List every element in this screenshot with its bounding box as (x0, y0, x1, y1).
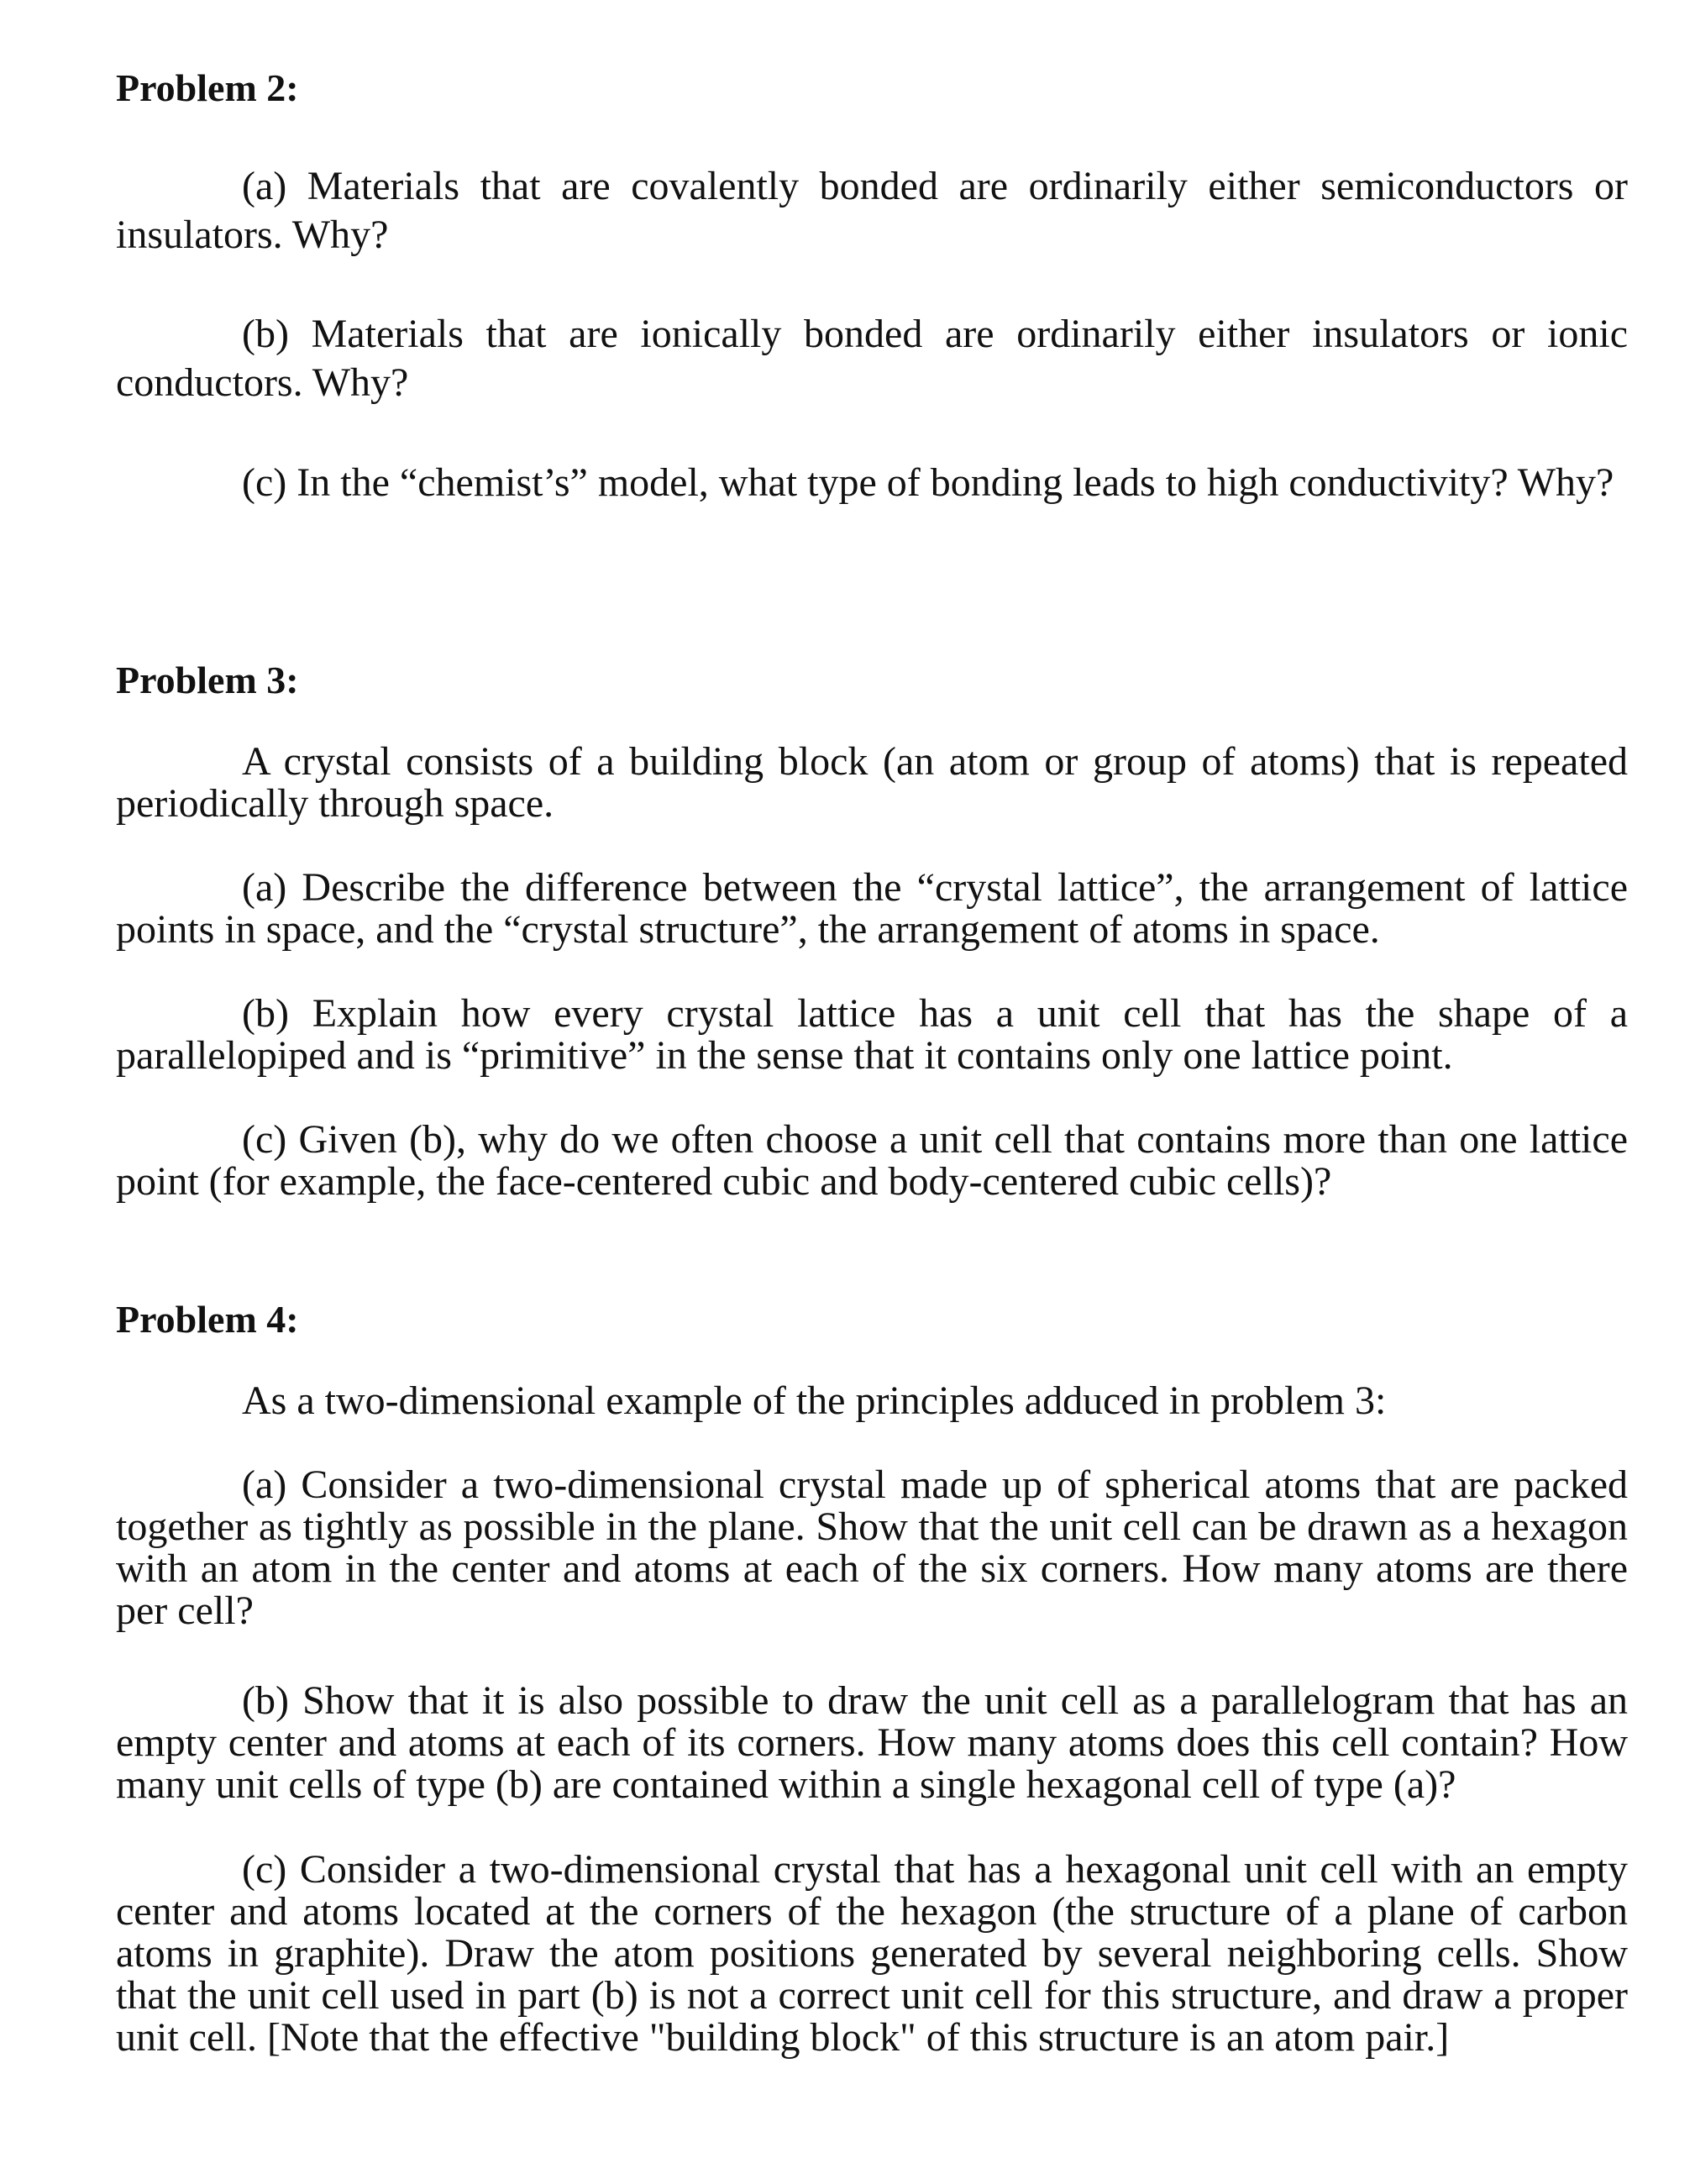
problem-4-part-a: (a) Consider a two-dimensional crystal made up of spherical atoms that are packed together as tightly as possible in the plane. Show that the unit cell can be drawn as a hexagon with an atom in the center and atoms at each of the six corners. How many atoms are there per cell? (116, 1462, 1628, 1633)
problem-2-heading: Problem 2: (116, 66, 299, 109)
problem-4-intro: As a two-dimensional example of the principles adduced in problem 3: (242, 1378, 1387, 1423)
problem-2-part-c: (c) In the “chemist’s” model, what type of bonding leads to high conductivity? Why? (242, 460, 1614, 505)
problem-2-part-a: (a) Materials that are covalently bonded are ordinarily either semiconductors or insulators. Why? (116, 164, 1628, 257)
problem-4-heading: Problem 4: (116, 1298, 299, 1341)
problem-4-part-b: (b) Show that it is also possible to draw the unit cell as a parallelogram that has an empty center and atoms at each of its corners. How many atoms does this cell contain? How many unit cells of type (b) are contained within a single hexagonal cell of type (a)? (116, 1678, 1628, 1807)
problem-3-part-c: (c) Given (b), why do we often choose a unit cell that contains more than one lattice point (for example, the face-centered cubic and body-centered cubic cells)? (116, 1117, 1628, 1204)
problem-4-part-c: (c) Consider a two-dimensional crystal that has a hexagonal unit cell with an empty center and atoms located at the corners of the hexagon (the structure of a plane of carbon atoms in graphite). Draw the atom positions generated by several neighboring cells. Show that the unit cell used in part (b) is not a correct unit cell for this structure, and draw a proper unit cell. [Note that the effective "building block" of this structure is an atom pair.] (116, 1847, 1628, 2060)
problem-2-part-b: (b) Materials that are ionically bonded are ordinarily either insulators or ionic conductors. Why? (116, 312, 1628, 405)
problem-3-part-b: (b) Explain how every crystal lattice has a unit cell that has the shape of a parallelopiped and is “primitive” in the sense that it contains only one lattice point. (116, 991, 1628, 1078)
problem-3-intro: A crystal consists of a building block (an atom or group of atoms) that is repeated periodically through space. (116, 739, 1628, 826)
problem-3-heading: Problem 3: (116, 659, 299, 701)
problem-3-part-a: (a) Describe the difference between the “crystal lattice”, the arrangement of lattice points in space, and the “crystal structure”, the arrangement of atoms in space. (116, 865, 1628, 952)
